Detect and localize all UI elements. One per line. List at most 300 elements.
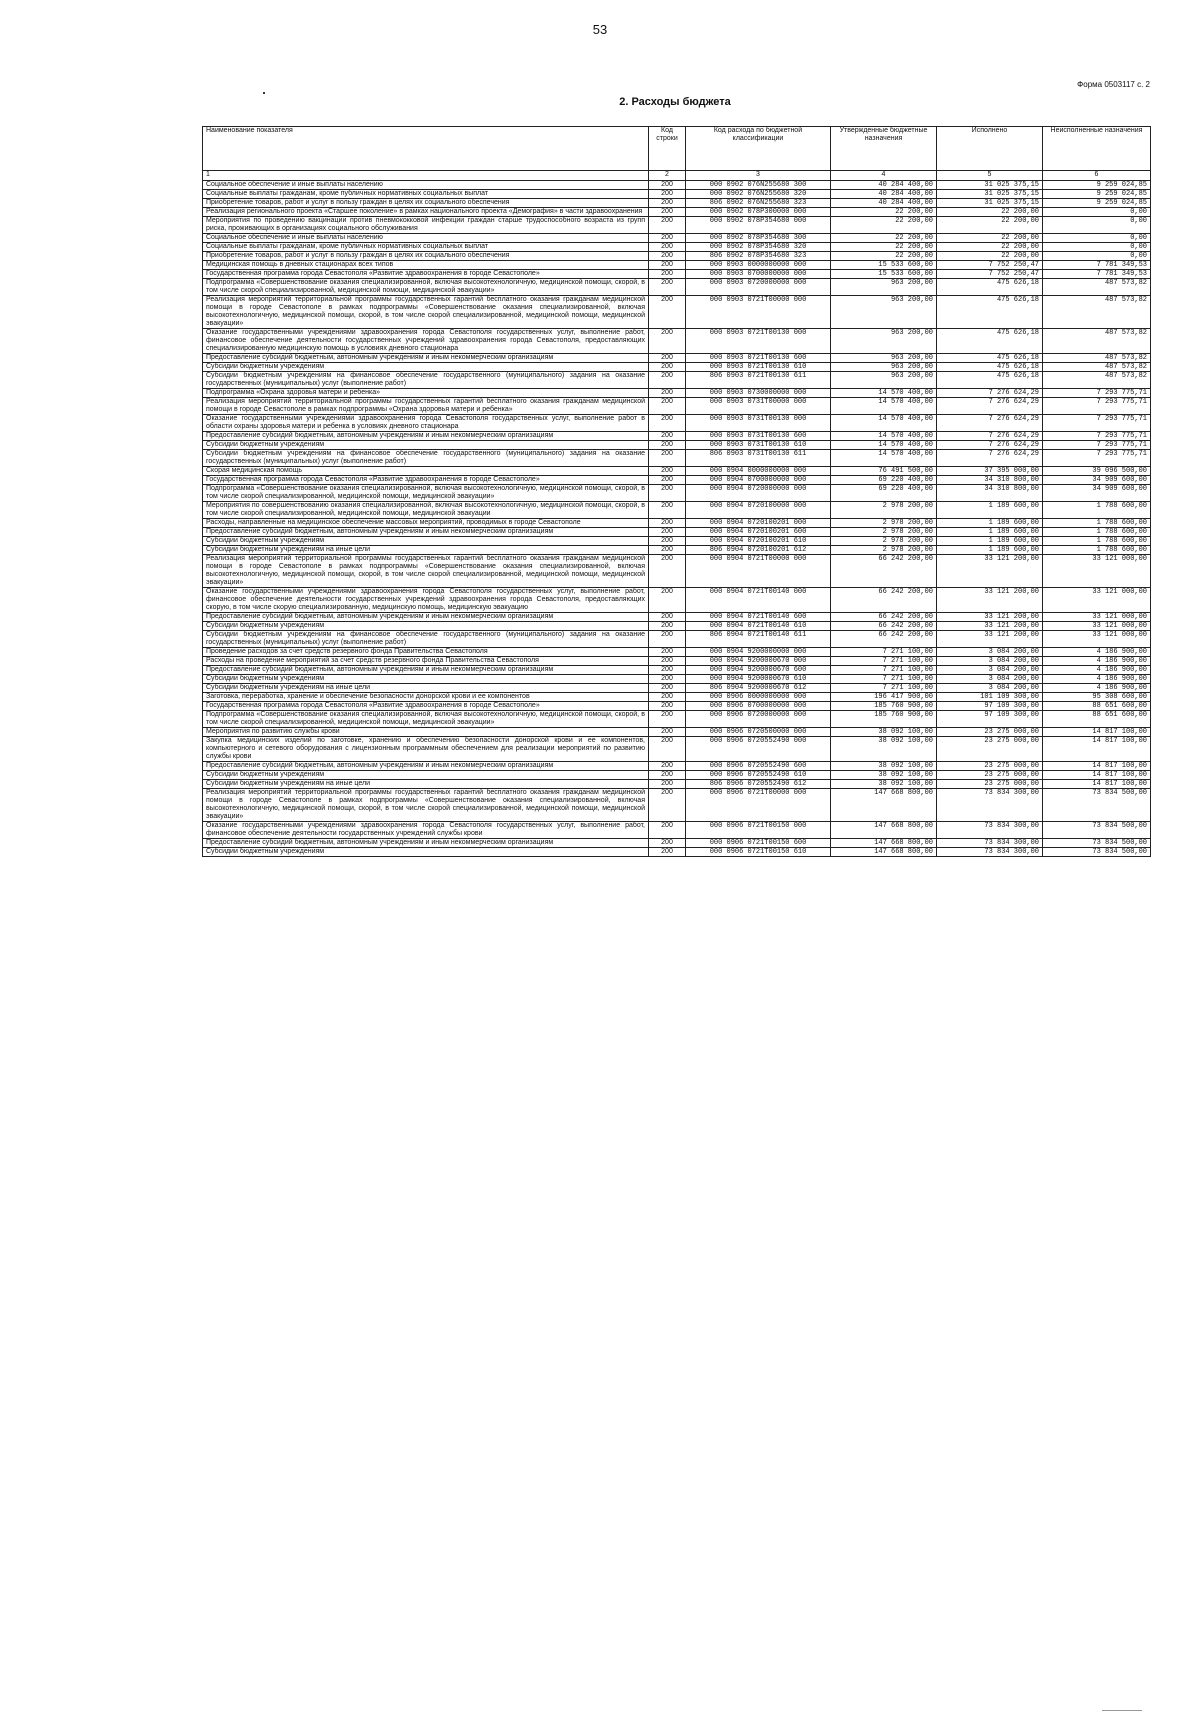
cell-name: Подпрограмма «Совершенствование оказания специализированной, включая высокотехнологичную, медицинской помощи, скорой, в том числе скорой специализированной, медицинской помощи, медицинской эвакуации» [203, 279, 649, 296]
cell-classification-code: 806 0903 0731T00130 611 [686, 450, 831, 467]
cell-approved: 22 200,00 [831, 208, 937, 217]
cell-unexecuted: 4 186 900,00 [1043, 684, 1151, 693]
cell-approved: 7 271 100,00 [831, 675, 937, 684]
cell-unexecuted: 1 788 600,00 [1043, 537, 1151, 546]
cell-name: Подпрограмма «Совершенствование оказания специализированной, включая высокотехнологичную, медицинской помощи, скорой, в том числе скорой специализированной, медицинской помощи, медицинской эвакуации» [203, 485, 649, 502]
cell-executed: 1 189 600,00 [937, 519, 1043, 528]
cell-name: Субсидии бюджетным учреждениям на иные цели [203, 684, 649, 693]
cell-executed: 475 626,18 [937, 354, 1043, 363]
cell-executed: 22 200,00 [937, 217, 1043, 234]
cell-executed: 23 275 000,00 [937, 737, 1043, 762]
table-row [203, 711, 1151, 728]
cell-unexecuted: 34 909 600,00 [1043, 485, 1151, 502]
cell-unexecuted: 14 817 100,00 [1043, 728, 1151, 737]
cell-name: Государственная программа города Севастополя «Развитие здравоохранения в городе Севастополе» [203, 476, 649, 485]
cell-classification-code: 000 0906 0721T00000 000 [686, 789, 831, 822]
cell-executed: 3 084 200,00 [937, 666, 1043, 675]
table-row [203, 432, 1151, 441]
cell-name: Субсидии бюджетным учреждениям на иные цели [203, 546, 649, 555]
cell-line-code: 200 [649, 702, 686, 711]
cell-unexecuted: 34 909 600,00 [1043, 476, 1151, 485]
cell-name: Субсидии бюджетным учреждениям [203, 622, 649, 631]
cell-executed: 73 834 300,00 [937, 848, 1043, 857]
cell-classification-code: 000 0903 0731T00130 600 [686, 432, 831, 441]
cell-executed: 3 084 200,00 [937, 675, 1043, 684]
cell-name: Субсидии бюджетным учреждениям на финансовое обеспечение государственного (муниципального) задания на оказание государственных (муниципальных) услуг (выполнение работ) [203, 631, 649, 648]
cell-unexecuted: 7 781 349,53 [1043, 270, 1151, 279]
cell-line-code: 200 [649, 476, 686, 485]
cell-classification-code: 806 0903 0721T00130 611 [686, 372, 831, 389]
cell-approved: 7 271 100,00 [831, 684, 937, 693]
cell-name: Реализация мероприятий территориальной программы государственных гарантий бесплатного оказания гражданам медицинской помощи в городе Севастополе в рамках подпрограммы «Совершенствование оказания специализированной, включая высокотехнологичную, медицинской помощи, скорой, в том числе скорой специализированной, медицинской помощи, медицинской эвакуации» [203, 555, 649, 588]
cell-approved: 14 570 400,00 [831, 432, 937, 441]
cell-executed: 475 626,18 [937, 372, 1043, 389]
cell-classification-code: 000 0904 0721T00140 000 [686, 588, 831, 613]
cell-classification-code: 000 0902 078P354680 300 [686, 234, 831, 243]
cell-name: Субсидии бюджетным учреждениям [203, 771, 649, 780]
cell-name: Мероприятия по совершенствованию оказания специализированной, включая высокотехнологичную, медицинской помощи, скорой, в том числе скорой специализированной, медицинской помощи, медицинской эвакуации [203, 502, 649, 519]
cell-unexecuted: 4 186 900,00 [1043, 666, 1151, 675]
cell-classification-code: 806 0904 0720100201 612 [686, 546, 831, 555]
cell-unexecuted: 487 573,82 [1043, 363, 1151, 372]
cell-executed: 7 276 624,29 [937, 415, 1043, 432]
cell-line-code: 200 [649, 502, 686, 519]
cell-approved: 14 570 400,00 [831, 441, 937, 450]
cell-unexecuted: 33 121 000,00 [1043, 631, 1151, 648]
cell-line-code: 200 [649, 208, 686, 217]
cell-approved: 14 570 400,00 [831, 389, 937, 398]
cell-name: Реализация регионального проекта «Старшее поколение» в рамках национального проекта «Демография» в части здравоохранения [203, 208, 649, 217]
cell-unexecuted: 9 259 024,85 [1043, 181, 1151, 190]
cell-line-code: 200 [649, 622, 686, 631]
table-row [203, 519, 1151, 528]
cell-unexecuted: 1 788 600,00 [1043, 546, 1151, 555]
cell-classification-code: 000 0906 0721T00150 600 [686, 839, 831, 848]
cell-approved: 38 092 100,00 [831, 762, 937, 771]
table-row [203, 648, 1151, 657]
cell-name: Социальные выплаты гражданам, кроме публичных нормативных социальных выплат [203, 190, 649, 199]
cell-name: Предоставление субсидий бюджетным, автономным учреждениям и иным некоммерческим организациям [203, 613, 649, 622]
cell-approved: 963 200,00 [831, 329, 937, 354]
cell-name: Оказание государственными учреждениями здравоохранения города Севастополя государственных услуг, выполнение работ в области охраны здоровья матери и ребенка в условиях дневного стационара [203, 415, 649, 432]
budget-expenses-table [202, 126, 1151, 857]
cell-classification-code: 806 0906 0720552490 612 [686, 780, 831, 789]
cell-executed: 3 084 200,00 [937, 657, 1043, 666]
cell-line-code: 200 [649, 296, 686, 329]
cell-name: Оказание государственными учреждениями здравоохранения города Севастополя государственных услуг, выполнение работ, финансовое обеспечение деятельности государственных учреждений здравоохранения города Севастополя, предоставляющих специализированную медицинскую помощь в условиях дневного стационара [203, 329, 649, 354]
cell-name: Государственная программа города Севастополя «Развитие здравоохранения в городе Севастополе» [203, 702, 649, 711]
cell-unexecuted: 33 121 000,00 [1043, 613, 1151, 622]
cell-line-code: 200 [649, 684, 686, 693]
cell-classification-code: 000 0906 0720552490 600 [686, 762, 831, 771]
cell-line-code: 200 [649, 537, 686, 546]
cell-approved: 7 271 100,00 [831, 648, 937, 657]
cell-executed: 31 025 375,15 [937, 190, 1043, 199]
cell-line-code: 200 [649, 363, 686, 372]
cell-classification-code: 000 0903 0731T00000 000 [686, 398, 831, 415]
cell-unexecuted: 4 186 900,00 [1043, 657, 1151, 666]
cell-executed: 73 834 300,00 [937, 822, 1043, 839]
cell-executed: 7 752 250,47 [937, 270, 1043, 279]
cell-line-code: 200 [649, 648, 686, 657]
column-header-classification-code: Код расхода по бюджетной классификации [686, 127, 831, 171]
cell-name: Мероприятия по проведению вакцинации против пневмококковой инфекции граждан старше трудоспособного возраста из групп риска, проживающих в организациях социального обслуживания [203, 217, 649, 234]
cell-executed: 23 275 000,00 [937, 728, 1043, 737]
cell-approved: 14 570 400,00 [831, 450, 937, 467]
column-number: 1 [203, 171, 649, 181]
cell-approved: 7 271 100,00 [831, 666, 937, 675]
cell-executed: 3 084 200,00 [937, 684, 1043, 693]
cell-classification-code: 000 0904 0000000000 000 [686, 467, 831, 476]
cell-line-code: 200 [649, 234, 686, 243]
table-row [203, 208, 1151, 217]
cell-classification-code: 000 0902 078P354680 000 [686, 217, 831, 234]
cell-executed: 31 025 375,15 [937, 199, 1043, 208]
cell-line-code: 200 [649, 519, 686, 528]
cell-classification-code: 000 0903 0721T00130 610 [686, 363, 831, 372]
cell-classification-code: 000 0903 0731T00130 000 [686, 415, 831, 432]
cell-unexecuted: 14 817 100,00 [1043, 762, 1151, 771]
cell-line-code: 200 [649, 389, 686, 398]
cell-approved: 2 978 200,00 [831, 537, 937, 546]
cell-classification-code: 000 0902 078P300000 000 [686, 208, 831, 217]
cell-executed: 475 626,18 [937, 296, 1043, 329]
table-row [203, 354, 1151, 363]
cell-name: Социальные выплаты гражданам, кроме публичных нормативных социальных выплат [203, 243, 649, 252]
cell-approved: 15 533 600,00 [831, 270, 937, 279]
cell-executed: 7 276 624,29 [937, 441, 1043, 450]
cell-executed: 97 109 300,00 [937, 702, 1043, 711]
table-body [203, 181, 1151, 857]
cell-executed: 1 189 600,00 [937, 528, 1043, 537]
cell-classification-code: 000 0904 0720100201 600 [686, 528, 831, 537]
table-row [203, 622, 1151, 631]
cell-executed: 33 121 200,00 [937, 613, 1043, 622]
cell-line-code: 200 [649, 270, 686, 279]
cell-line-code: 200 [649, 372, 686, 389]
cell-line-code: 200 [649, 354, 686, 363]
cell-unexecuted: 33 121 000,00 [1043, 588, 1151, 613]
cell-executed: 73 834 300,00 [937, 789, 1043, 822]
cell-classification-code: 000 0906 0700000000 000 [686, 702, 831, 711]
cell-approved: 22 200,00 [831, 217, 937, 234]
cell-line-code: 200 [649, 217, 686, 234]
cell-classification-code: 000 0903 0700000000 000 [686, 270, 831, 279]
table-row [203, 252, 1151, 261]
page-number: 53 [592, 22, 608, 37]
table-row [203, 613, 1151, 622]
table-row [203, 476, 1151, 485]
cell-approved: 2 978 200,00 [831, 528, 937, 537]
cell-name: Социальное обеспечение и иные выплаты населению [203, 181, 649, 190]
cell-name: Реализация мероприятий территориальной программы государственных гарантий бесплатного оказания гражданам медицинской помощи в городе Севастополе в рамках подпрограммы «Совершенствование оказания специализированной, включая высокотехнологичную, медицинской помощи, скорой, в том числе скорой специализированной, медицинской помощи, медицинской эвакуации» [203, 296, 649, 329]
cell-line-code: 200 [649, 261, 686, 270]
cell-classification-code: 000 0904 0720000000 000 [686, 485, 831, 502]
cell-unexecuted: 4 186 900,00 [1043, 648, 1151, 657]
cell-unexecuted: 7 293 775,71 [1043, 432, 1151, 441]
table-row [203, 684, 1151, 693]
cell-line-code: 200 [649, 789, 686, 822]
cell-unexecuted: 7 781 349,53 [1043, 261, 1151, 270]
cell-executed: 33 121 200,00 [937, 588, 1043, 613]
cell-approved: 38 092 100,00 [831, 771, 937, 780]
cell-classification-code: 000 0904 9200000000 000 [686, 648, 831, 657]
cell-name: Подпрограмма «Совершенствование оказания специализированной, включая высокотехнологичную, медицинской помощи, скорой, в том числе скорой специализированной, медицинской помощи, медицинской эвакуации» [203, 711, 649, 728]
column-header-name: Наименование показателя [203, 127, 649, 171]
column-number: 2 [649, 171, 686, 181]
cell-executed: 1 189 600,00 [937, 537, 1043, 546]
cell-executed: 7 752 250,47 [937, 261, 1043, 270]
table-row [203, 270, 1151, 279]
cell-unexecuted: 0,00 [1043, 243, 1151, 252]
table-row [203, 822, 1151, 839]
cell-executed: 101 109 300,00 [937, 693, 1043, 702]
cell-executed: 475 626,18 [937, 279, 1043, 296]
cell-unexecuted: 33 121 000,00 [1043, 622, 1151, 631]
table-row [203, 666, 1151, 675]
cell-line-code: 200 [649, 398, 686, 415]
cell-line-code: 200 [649, 771, 686, 780]
cell-classification-code: 000 0902 076N255680 300 [686, 181, 831, 190]
cell-line-code: 200 [649, 485, 686, 502]
cell-line-code: 200 [649, 613, 686, 622]
cell-approved: 2 978 200,00 [831, 519, 937, 528]
cell-approved: 14 570 400,00 [831, 415, 937, 432]
table-row [203, 780, 1151, 789]
table-row [203, 234, 1151, 243]
cell-approved: 7 271 100,00 [831, 657, 937, 666]
cell-approved: 66 242 200,00 [831, 555, 937, 588]
cell-executed: 7 276 624,29 [937, 450, 1043, 467]
cell-approved: 66 242 200,00 [831, 613, 937, 622]
cell-classification-code: 000 0906 0720552490 000 [686, 737, 831, 762]
cell-name: Закупка медицинских изделий по заготовке, хранению и обеспечению безопасности донорской крови и ее компонентов, компьютерного и сетевого оборудования с лицензионным программным обеспечением для реализации мероприятий по развитию службы крови [203, 737, 649, 762]
table-row [203, 467, 1151, 476]
cell-name: Предоставление субсидий бюджетным, автономным учреждениям и иным некоммерческим организациям [203, 432, 649, 441]
cell-approved: 147 668 800,00 [831, 839, 937, 848]
cell-classification-code: 000 0906 0721T00150 000 [686, 822, 831, 839]
cell-unexecuted: 0,00 [1043, 252, 1151, 261]
cell-name: Приобретение товаров, работ и услуг в пользу граждан в целях их социального обеспечения [203, 252, 649, 261]
cell-executed: 22 200,00 [937, 234, 1043, 243]
table-row [203, 702, 1151, 711]
cell-approved: 963 200,00 [831, 363, 937, 372]
cell-unexecuted: 7 293 775,71 [1043, 441, 1151, 450]
cell-name: Оказание государственными учреждениями здравоохранения города Севастополя государственных услуг, выполнение работ, финансовое обеспечение деятельности государственных учреждений здравоохранения города Севастополя, предоставляющих скорую, в том числе скорую специализированную, медицинскую помощь, медицинскую эвакуацию [203, 588, 649, 613]
cell-unexecuted: 7 293 775,71 [1043, 415, 1151, 432]
table-row [203, 839, 1151, 848]
cell-approved: 2 978 200,00 [831, 546, 937, 555]
cell-unexecuted: 7 293 775,71 [1043, 450, 1151, 467]
cell-unexecuted: 1 788 600,00 [1043, 528, 1151, 537]
cell-name: Субсидии бюджетным учреждениям [203, 537, 649, 546]
cell-executed: 34 310 800,00 [937, 485, 1043, 502]
cell-name: Предоставление субсидий бюджетным, автономным учреждениям и иным некоммерческим организациям [203, 762, 649, 771]
cell-line-code: 200 [649, 181, 686, 190]
cell-name: Субсидии бюджетным учреждениям на финансовое обеспечение государственного (муниципального) задания на оказание государственных (муниципальных) услуг (выполнение работ) [203, 450, 649, 467]
cell-line-code: 200 [649, 839, 686, 848]
cell-classification-code: 000 0903 0731T00130 610 [686, 441, 831, 450]
cell-executed: 1 189 600,00 [937, 546, 1043, 555]
cell-approved: 196 417 900,00 [831, 693, 937, 702]
cell-line-code: 200 [649, 243, 686, 252]
cell-approved: 38 092 100,00 [831, 728, 937, 737]
cell-line-code: 200 [649, 415, 686, 432]
column-number: 5 [937, 171, 1043, 181]
cell-executed: 475 626,18 [937, 329, 1043, 354]
column-header-approved: Утвержденные бюджетные назначения [831, 127, 937, 171]
cell-classification-code: 806 0904 0721T00140 611 [686, 631, 831, 648]
cell-approved: 963 200,00 [831, 354, 937, 363]
cell-executed: 475 626,18 [937, 363, 1043, 372]
table-row [203, 415, 1151, 432]
cell-classification-code: 000 0903 0720000000 000 [686, 279, 831, 296]
cell-line-code: 200 [649, 848, 686, 857]
cell-executed: 3 084 200,00 [937, 648, 1043, 657]
table-row [203, 555, 1151, 588]
cell-classification-code: 000 0906 0720552490 610 [686, 771, 831, 780]
section-title: 2. Расходы бюджета [619, 96, 731, 108]
table-row [203, 450, 1151, 467]
cell-executed: 22 200,00 [937, 243, 1043, 252]
cell-classification-code: 806 0904 9200000670 612 [686, 684, 831, 693]
cell-classification-code: 000 0904 0720100201 610 [686, 537, 831, 546]
cell-classification-code: 000 0903 0721T00130 600 [686, 354, 831, 363]
column-header-line-code: Код строки [649, 127, 686, 171]
cell-approved: 147 668 800,00 [831, 789, 937, 822]
table-row [203, 398, 1151, 415]
cell-unexecuted: 1 788 600,00 [1043, 519, 1151, 528]
cell-unexecuted: 14 817 100,00 [1043, 737, 1151, 762]
cell-executed: 31 025 375,15 [937, 181, 1043, 190]
cell-name: Подпрограмма «Охрана здоровья матери и ребенка» [203, 389, 649, 398]
cell-name: Медицинская помощь в дневных стационарах всех типов [203, 261, 649, 270]
cell-name: Предоставление субсидий бюджетным, автономным учреждениям и иным некоммерческим организациям [203, 666, 649, 675]
table-row [203, 243, 1151, 252]
table-row [203, 199, 1151, 208]
cell-name: Субсидии бюджетным учреждениям [203, 363, 649, 372]
column-header-executed: Исполнено [937, 127, 1043, 171]
cell-approved: 22 200,00 [831, 234, 937, 243]
cell-name: Расходы на проведение мероприятий за счет средств резервного фонда Правительства Севастополя [203, 657, 649, 666]
cell-approved: 963 200,00 [831, 296, 937, 329]
cell-name: Заготовка, переработка, хранение и обеспечение безопасности донорской крови и ее компонентов [203, 693, 649, 702]
scan-dot [263, 92, 265, 94]
cell-name: Мероприятия по развитию службы крови [203, 728, 649, 737]
cell-executed: 7 276 624,29 [937, 432, 1043, 441]
cell-line-code: 200 [649, 711, 686, 728]
table-row [203, 363, 1151, 372]
cell-approved: 66 242 200,00 [831, 588, 937, 613]
cell-classification-code: 000 0904 9200000670 000 [686, 657, 831, 666]
cell-unexecuted: 0,00 [1043, 234, 1151, 243]
cell-executed: 23 275 000,00 [937, 771, 1043, 780]
cell-approved: 40 284 400,00 [831, 199, 937, 208]
cell-line-code: 200 [649, 555, 686, 588]
cell-executed: 33 121 200,00 [937, 622, 1043, 631]
column-header-unexecuted: Неисполненные назначения [1043, 127, 1151, 171]
cell-approved: 22 200,00 [831, 252, 937, 261]
cell-name: Скорая медицинская помощь [203, 467, 649, 476]
cell-approved: 963 200,00 [831, 279, 937, 296]
cell-executed: 73 834 300,00 [937, 839, 1043, 848]
cell-approved: 40 284 400,00 [831, 181, 937, 190]
cell-approved: 2 978 200,00 [831, 502, 937, 519]
cell-executed: 7 276 624,29 [937, 398, 1043, 415]
cell-unexecuted: 0,00 [1043, 217, 1151, 234]
cell-approved: 147 668 800,00 [831, 822, 937, 839]
cell-line-code: 200 [649, 450, 686, 467]
cell-classification-code: 806 0902 076N255680 323 [686, 199, 831, 208]
table-row [203, 728, 1151, 737]
cell-approved: 66 242 200,00 [831, 631, 937, 648]
cell-classification-code: 000 0904 0721T00140 610 [686, 622, 831, 631]
table-row [203, 502, 1151, 519]
cell-unexecuted: 73 834 500,00 [1043, 789, 1151, 822]
cell-classification-code: 000 0904 0720100201 000 [686, 519, 831, 528]
cell-approved: 38 092 100,00 [831, 780, 937, 789]
cell-classification-code: 000 0906 0721T00150 610 [686, 848, 831, 857]
cell-name: Субсидии бюджетным учреждениям [203, 675, 649, 684]
cell-name: Оказание государственными учреждениями здравоохранения города Севастополя государственных услуг, выполнение работ, финансовое обеспечение деятельности государственных учреждений службы крови [203, 822, 649, 839]
cell-name: Государственная программа города Севастополя «Развитие здравоохранения в городе Севастополе» [203, 270, 649, 279]
cell-classification-code: 000 0904 9200000670 600 [686, 666, 831, 675]
cell-classification-code: 000 0904 0720100000 000 [686, 502, 831, 519]
cell-unexecuted: 487 573,82 [1043, 372, 1151, 389]
cell-name: Приобретение товаров, работ и услуг в пользу граждан в целях их социального обеспечения [203, 199, 649, 208]
table-row [203, 762, 1151, 771]
cell-approved: 185 760 900,00 [831, 711, 937, 728]
cell-unexecuted: 39 096 500,00 [1043, 467, 1151, 476]
cell-classification-code: 000 0906 0000000000 000 [686, 693, 831, 702]
cell-executed: 34 310 800,00 [937, 476, 1043, 485]
cell-unexecuted: 7 293 775,71 [1043, 389, 1151, 398]
cell-executed: 33 121 200,00 [937, 555, 1043, 588]
cell-name: Субсидии бюджетным учреждениям [203, 441, 649, 450]
cell-unexecuted: 7 293 775,71 [1043, 398, 1151, 415]
table-row [203, 631, 1151, 648]
cell-line-code: 200 [649, 467, 686, 476]
cell-name: Предоставление субсидий бюджетным, автономным учреждениям и иным некоммерческим организациям [203, 528, 649, 537]
cell-unexecuted: 88 651 600,00 [1043, 702, 1151, 711]
cell-name: Субсидии бюджетным учреждениям [203, 848, 649, 857]
table-row [203, 217, 1151, 234]
cell-unexecuted: 73 834 500,00 [1043, 822, 1151, 839]
cell-unexecuted: 487 573,82 [1043, 329, 1151, 354]
table-row [203, 693, 1151, 702]
cell-line-code: 200 [649, 528, 686, 537]
cell-name: Реализация мероприятий территориальной программы государственных гарантий бесплатного оказания гражданам медицинской помощи в городе Севастополе в рамках подпрограммы «Совершенствование оказания специализированной, включая высокотехнологичную, медицинской помощи, скорой, в том числе скорой специализированной, медицинской помощи, медицинской эвакуации» [203, 789, 649, 822]
cell-unexecuted: 487 573,82 [1043, 279, 1151, 296]
cell-classification-code: 000 0902 076N255680 320 [686, 190, 831, 199]
cell-line-code: 200 [649, 441, 686, 450]
cell-name: Предоставление субсидий бюджетным, автономным учреждениям и иным некоммерческим организациям [203, 354, 649, 363]
cell-line-code: 200 [649, 631, 686, 648]
cell-classification-code: 000 0903 0721T00130 000 [686, 329, 831, 354]
cell-line-code: 200 [649, 822, 686, 839]
cell-unexecuted: 1 788 600,00 [1043, 502, 1151, 519]
cell-line-code: 200 [649, 546, 686, 555]
cell-approved: 69 220 400,00 [831, 476, 937, 485]
cell-approved: 38 092 100,00 [831, 737, 937, 762]
cell-line-code: 200 [649, 675, 686, 684]
cell-name: Проведение расходов за счет средств резервного фонда Правительства Севастополя [203, 648, 649, 657]
cell-approved: 76 491 500,00 [831, 467, 937, 476]
form-code: Форма 0503117 с. 2 [1077, 80, 1150, 89]
cell-classification-code: 000 0903 0730000000 000 [686, 389, 831, 398]
table-row [203, 737, 1151, 762]
table-row [203, 771, 1151, 780]
